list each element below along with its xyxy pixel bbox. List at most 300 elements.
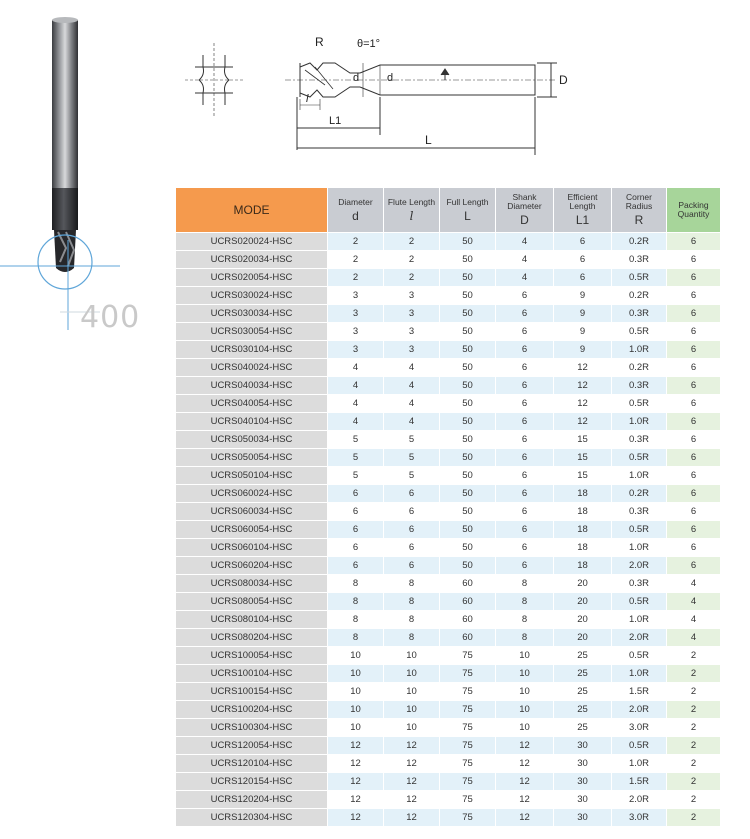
cell-efficient-length: 9	[554, 341, 611, 358]
cell-full-length: 75	[440, 791, 495, 808]
cell-diameter: 12	[328, 791, 383, 808]
cell-model: UCRS100304-HSC	[176, 719, 327, 736]
cell-shank-diameter: 12	[496, 809, 553, 826]
cell-shank-diameter: 6	[496, 395, 553, 412]
cell-shank-diameter: 10	[496, 683, 553, 700]
table-row	[176, 431, 720, 448]
table-row	[176, 503, 720, 520]
cell-efficient-length: 25	[554, 701, 611, 718]
cell-shank-diameter: 10	[496, 701, 553, 718]
cell-shank-diameter: 10	[496, 719, 553, 736]
cell-efficient-length: 18	[554, 485, 611, 502]
cell-efficient-length: 6	[554, 251, 611, 268]
end-view-diagram	[185, 43, 243, 117]
cell-flute-length: 6	[384, 557, 439, 574]
cell-diameter: 5	[328, 431, 383, 448]
cell-model: UCRS030024-HSC	[176, 287, 327, 304]
cell-flute-length: 12	[384, 809, 439, 826]
cell-corner-radius: 0.5R	[612, 323, 666, 340]
cell-packing-quantity: 2	[667, 737, 720, 754]
header-efficient-length	[554, 188, 611, 232]
cell-flute-length: 6	[384, 539, 439, 556]
cell-shank-diameter: 10	[496, 665, 553, 682]
cell-full-length: 50	[440, 395, 495, 412]
cell-efficient-length: 25	[554, 719, 611, 736]
cell-corner-radius: 0.3R	[612, 431, 666, 448]
table-row	[176, 467, 720, 484]
cell-efficient-length: 30	[554, 737, 611, 754]
cell-model: UCRS040024-HSC	[176, 359, 327, 376]
technical-drawing	[175, 25, 575, 165]
cell-shank-diameter: 4	[496, 233, 553, 250]
cell-efficient-length: 20	[554, 611, 611, 628]
cell-packing-quantity: 4	[667, 575, 720, 592]
cell-diameter: 6	[328, 539, 383, 556]
cell-corner-radius: 2.0R	[612, 557, 666, 574]
cell-corner-radius: 1.0R	[612, 467, 666, 484]
cell-full-length: 60	[440, 629, 495, 646]
cell-diameter: 8	[328, 593, 383, 610]
cell-corner-radius: 0.5R	[612, 647, 666, 664]
cell-corner-radius: 0.5R	[612, 521, 666, 538]
cell-diameter: 6	[328, 485, 383, 502]
cell-diameter: 6	[328, 557, 383, 574]
cell-model: UCRS060104-HSC	[176, 539, 327, 556]
cell-shank-diameter: 12	[496, 773, 553, 790]
header-corner-radius	[612, 188, 666, 232]
header-diameter-name: Diameter	[338, 196, 373, 207]
cell-packing-quantity: 6	[667, 287, 720, 304]
cell-flute-length: 8	[384, 611, 439, 628]
tool-size-label: 400	[80, 300, 141, 335]
cell-corner-radius: 1.0R	[612, 341, 666, 358]
header-shank-diameter	[496, 188, 553, 232]
header-full-length-symbol: L	[464, 208, 471, 223]
cell-packing-quantity: 6	[667, 449, 720, 466]
cell-corner-radius: 0.3R	[612, 377, 666, 394]
cell-shank-diameter: 4	[496, 269, 553, 286]
cell-corner-radius: 1.0R	[612, 539, 666, 556]
drawing-label-R: R	[315, 35, 324, 49]
cell-shank-diameter: 6	[496, 305, 553, 322]
cell-diameter: 12	[328, 809, 383, 826]
cell-flute-length: 12	[384, 737, 439, 754]
cell-efficient-length: 25	[554, 683, 611, 700]
cell-diameter: 10	[328, 647, 383, 664]
cell-diameter: 2	[328, 251, 383, 268]
cell-full-length: 50	[440, 233, 495, 250]
cell-packing-quantity: 2	[667, 683, 720, 700]
table-row	[176, 719, 720, 736]
cell-packing-quantity: 6	[667, 251, 720, 268]
cell-model: UCRS030054-HSC	[176, 323, 327, 340]
table-row	[176, 773, 720, 790]
cell-packing-quantity: 2	[667, 665, 720, 682]
cell-packing-quantity: 6	[667, 431, 720, 448]
table-row	[176, 701, 720, 718]
cell-efficient-length: 18	[554, 539, 611, 556]
cell-corner-radius: 1.0R	[612, 665, 666, 682]
cell-corner-radius: 1.0R	[612, 413, 666, 430]
cell-diameter: 2	[328, 269, 383, 286]
cell-flute-length: 5	[384, 431, 439, 448]
cell-shank-diameter: 8	[496, 593, 553, 610]
cell-full-length: 50	[440, 539, 495, 556]
cell-model: UCRS120304-HSC	[176, 809, 327, 826]
cell-shank-diameter: 6	[496, 431, 553, 448]
cell-packing-quantity: 2	[667, 791, 720, 808]
cell-corner-radius: 1.5R	[612, 683, 666, 700]
cell-full-length: 50	[440, 485, 495, 502]
cell-efficient-length: 12	[554, 395, 611, 412]
cell-diameter: 3	[328, 305, 383, 322]
cell-shank-diameter: 6	[496, 413, 553, 430]
cell-shank-diameter: 6	[496, 485, 553, 502]
cell-corner-radius: 0.3R	[612, 575, 666, 592]
table-row	[176, 269, 720, 286]
drawing-label-D: D	[559, 73, 568, 87]
cell-full-length: 75	[440, 701, 495, 718]
cell-model: UCRS120104-HSC	[176, 755, 327, 772]
cell-flute-length: 6	[384, 485, 439, 502]
cell-corner-radius: 2.0R	[612, 629, 666, 646]
table-row	[176, 377, 720, 394]
cell-flute-length: 3	[384, 341, 439, 358]
cell-flute-length: 3	[384, 323, 439, 340]
table-row	[176, 341, 720, 358]
cell-flute-length: 6	[384, 503, 439, 520]
cell-full-length: 75	[440, 755, 495, 772]
table-body	[176, 233, 720, 826]
cell-efficient-length: 15	[554, 431, 611, 448]
cell-full-length: 50	[440, 269, 495, 286]
cell-packing-quantity: 2	[667, 809, 720, 826]
cell-flute-length: 3	[384, 287, 439, 304]
cell-full-length: 50	[440, 431, 495, 448]
table-row	[176, 413, 720, 430]
cell-model: UCRS120154-HSC	[176, 773, 327, 790]
cell-shank-diameter: 8	[496, 611, 553, 628]
cell-packing-quantity: 6	[667, 305, 720, 322]
cell-full-length: 50	[440, 287, 495, 304]
table-row	[176, 539, 720, 556]
cell-corner-radius: 1.0R	[612, 755, 666, 772]
table-row	[176, 809, 720, 826]
cell-diameter: 3	[328, 323, 383, 340]
table-row	[176, 359, 720, 376]
drawing-label-L1: L1	[329, 115, 342, 127]
cell-diameter: 5	[328, 467, 383, 484]
cell-diameter: 4	[328, 377, 383, 394]
cell-full-length: 50	[440, 521, 495, 538]
cell-model: UCRS080104-HSC	[176, 611, 327, 628]
cell-efficient-length: 9	[554, 323, 611, 340]
cell-model: UCRS120054-HSC	[176, 737, 327, 754]
cell-packing-quantity: 6	[667, 485, 720, 502]
cell-packing-quantity: 2	[667, 755, 720, 772]
cell-model: UCRS020054-HSC	[176, 269, 327, 286]
cell-packing-quantity: 6	[667, 359, 720, 376]
cell-corner-radius: 0.2R	[612, 485, 666, 502]
cell-packing-quantity: 6	[667, 521, 720, 538]
cell-efficient-length: 15	[554, 467, 611, 484]
header-packing-quantity	[667, 188, 720, 232]
header-corner-radius-symbol: R	[634, 213, 644, 228]
cell-efficient-length: 25	[554, 647, 611, 664]
cell-efficient-length: 18	[554, 557, 611, 574]
side-view-diagram	[285, 63, 557, 155]
cell-flute-length: 4	[384, 377, 439, 394]
cell-packing-quantity: 4	[667, 611, 720, 628]
cell-corner-radius: 0.5R	[612, 737, 666, 754]
header-efficient-length-name: Efficient Length	[567, 192, 598, 212]
drawing-label-l: l	[306, 93, 309, 105]
cell-model: UCRS020024-HSC	[176, 233, 327, 250]
cell-corner-radius: 0.3R	[612, 503, 666, 520]
cell-full-length: 75	[440, 737, 495, 754]
cell-flute-length: 8	[384, 593, 439, 610]
cell-full-length: 60	[440, 575, 495, 592]
cell-packing-quantity: 4	[667, 629, 720, 646]
cell-efficient-length: 30	[554, 755, 611, 772]
cell-diameter: 6	[328, 503, 383, 520]
cell-packing-quantity: 6	[667, 395, 720, 412]
table-row	[176, 287, 720, 304]
cell-full-length: 75	[440, 647, 495, 664]
cell-efficient-length: 6	[554, 269, 611, 286]
cell-packing-quantity: 6	[667, 341, 720, 358]
cell-corner-radius: 0.5R	[612, 395, 666, 412]
cell-packing-quantity: 2	[667, 719, 720, 736]
cell-model: UCRS080034-HSC	[176, 575, 327, 592]
cell-diameter: 8	[328, 611, 383, 628]
cell-diameter: 10	[328, 701, 383, 718]
cell-model: UCRS050034-HSC	[176, 431, 327, 448]
cell-efficient-length: 12	[554, 359, 611, 376]
cell-corner-radius: 3.0R	[612, 809, 666, 826]
table-row	[176, 755, 720, 772]
cell-model: UCRS080204-HSC	[176, 629, 327, 646]
table-row	[176, 305, 720, 322]
cell-diameter: 10	[328, 683, 383, 700]
cell-flute-length: 5	[384, 449, 439, 466]
cell-efficient-length: 9	[554, 287, 611, 304]
cell-diameter: 10	[328, 665, 383, 682]
cell-model: UCRS100054-HSC	[176, 647, 327, 664]
cell-efficient-length: 20	[554, 629, 611, 646]
header-flute-length-symbol: l	[409, 208, 414, 223]
header-efficient-length-symbol: L1	[575, 213, 590, 228]
cell-full-length: 50	[440, 359, 495, 376]
cell-corner-radius: 1.0R	[612, 611, 666, 628]
cell-flute-length: 3	[384, 305, 439, 322]
cell-corner-radius: 3.0R	[612, 719, 666, 736]
cell-packing-quantity: 2	[667, 647, 720, 664]
cell-full-length: 50	[440, 305, 495, 322]
header-full-length	[440, 188, 495, 232]
cell-model: UCRS030034-HSC	[176, 305, 327, 322]
drawing-label-theta: θ=1°	[357, 38, 381, 50]
cell-shank-diameter: 6	[496, 377, 553, 394]
table-row	[176, 485, 720, 502]
table-row	[176, 575, 720, 592]
cell-full-length: 75	[440, 665, 495, 682]
cell-diameter: 3	[328, 287, 383, 304]
table-row	[176, 611, 720, 628]
cell-model: UCRS060054-HSC	[176, 521, 327, 538]
cell-efficient-length: 12	[554, 413, 611, 430]
cell-model: UCRS050054-HSC	[176, 449, 327, 466]
cell-model: UCRS060034-HSC	[176, 503, 327, 520]
cell-full-length: 75	[440, 683, 495, 700]
table-row	[176, 791, 720, 808]
cell-corner-radius: 0.2R	[612, 287, 666, 304]
cell-model: UCRS120204-HSC	[176, 791, 327, 808]
cell-diameter: 10	[328, 719, 383, 736]
cell-flute-length: 10	[384, 683, 439, 700]
cell-packing-quantity: 2	[667, 773, 720, 790]
cell-packing-quantity: 6	[667, 467, 720, 484]
cell-efficient-length: 20	[554, 593, 611, 610]
table-row	[176, 395, 720, 412]
cell-model: UCRS080054-HSC	[176, 593, 327, 610]
header-full-length-name: Full Length	[446, 196, 489, 207]
cell-flute-length: 5	[384, 467, 439, 484]
cell-full-length: 50	[440, 557, 495, 574]
cell-shank-diameter: 6	[496, 449, 553, 466]
cell-full-length: 50	[440, 323, 495, 340]
table-row	[176, 521, 720, 538]
cell-corner-radius: 0.2R	[612, 233, 666, 250]
cell-diameter: 4	[328, 395, 383, 412]
cell-flute-length: 12	[384, 755, 439, 772]
cell-shank-diameter: 8	[496, 575, 553, 592]
cell-corner-radius: 0.2R	[612, 359, 666, 376]
cell-packing-quantity: 6	[667, 323, 720, 340]
cell-corner-radius: 0.5R	[612, 449, 666, 466]
header-shank-diameter-symbol: D	[520, 213, 529, 228]
cell-diameter: 4	[328, 413, 383, 430]
cell-diameter: 8	[328, 629, 383, 646]
table-row	[176, 557, 720, 574]
cell-shank-diameter: 6	[496, 287, 553, 304]
header-diameter	[328, 188, 383, 232]
cell-packing-quantity: 6	[667, 557, 720, 574]
cell-flute-length: 10	[384, 701, 439, 718]
cell-model: UCRS100104-HSC	[176, 665, 327, 682]
cell-full-length: 50	[440, 341, 495, 358]
cell-full-length: 50	[440, 503, 495, 520]
cell-efficient-length: 20	[554, 575, 611, 592]
cell-full-length: 50	[440, 449, 495, 466]
cell-diameter: 12	[328, 773, 383, 790]
cell-flute-length: 10	[384, 665, 439, 682]
cell-diameter: 12	[328, 755, 383, 772]
table-row	[176, 233, 720, 250]
cell-packing-quantity: 6	[667, 377, 720, 394]
cell-shank-diameter: 6	[496, 359, 553, 376]
cell-efficient-length: 25	[554, 665, 611, 682]
cell-model: UCRS030104-HSC	[176, 341, 327, 358]
cell-corner-radius: 1.5R	[612, 773, 666, 790]
cell-model: UCRS050104-HSC	[176, 467, 327, 484]
header-flute-length-name: Flute Length	[387, 196, 436, 207]
cell-shank-diameter: 4	[496, 251, 553, 268]
cell-packing-quantity: 6	[667, 233, 720, 250]
cell-efficient-length: 6	[554, 233, 611, 250]
cell-model: UCRS100204-HSC	[176, 701, 327, 718]
cell-full-length: 75	[440, 773, 495, 790]
cell-shank-diameter: 6	[496, 557, 553, 574]
cell-diameter: 2	[328, 233, 383, 250]
table-row	[176, 323, 720, 340]
table-row	[176, 737, 720, 754]
cell-shank-diameter: 12	[496, 737, 553, 754]
cell-shank-diameter: 6	[496, 467, 553, 484]
cell-diameter: 3	[328, 341, 383, 358]
cell-shank-diameter: 12	[496, 791, 553, 808]
cell-flute-length: 4	[384, 359, 439, 376]
cell-efficient-length: 30	[554, 791, 611, 808]
end-mill-photo	[0, 0, 170, 340]
cell-flute-length: 10	[384, 719, 439, 736]
cell-packing-quantity: 6	[667, 503, 720, 520]
cell-shank-diameter: 6	[496, 503, 553, 520]
cell-packing-quantity: 4	[667, 593, 720, 610]
cell-corner-radius: 0.3R	[612, 251, 666, 268]
cell-flute-length: 2	[384, 233, 439, 250]
table-row	[176, 683, 720, 700]
cell-corner-radius: 0.3R	[612, 305, 666, 322]
cell-flute-length: 12	[384, 791, 439, 808]
cell-packing-quantity: 6	[667, 413, 720, 430]
cell-diameter: 5	[328, 449, 383, 466]
cell-flute-length: 8	[384, 629, 439, 646]
cell-efficient-length: 18	[554, 503, 611, 520]
cell-corner-radius: 2.0R	[612, 701, 666, 718]
cell-full-length: 50	[440, 467, 495, 484]
cell-packing-quantity: 6	[667, 539, 720, 556]
cell-model: UCRS100154-HSC	[176, 683, 327, 700]
cell-model: UCRS040054-HSC	[176, 395, 327, 412]
table-row	[176, 629, 720, 646]
table-row	[176, 449, 720, 466]
cell-shank-diameter: 6	[496, 521, 553, 538]
header-flute-length	[384, 188, 439, 232]
drawing-label-L: L	[425, 133, 432, 147]
cell-model: UCRS020034-HSC	[176, 251, 327, 268]
cell-full-length: 60	[440, 593, 495, 610]
table-row	[176, 647, 720, 664]
cell-efficient-length: 15	[554, 449, 611, 466]
cell-diameter: 6	[328, 521, 383, 538]
cell-flute-length: 10	[384, 647, 439, 664]
header-mode: MODE	[176, 188, 327, 232]
cell-efficient-length: 30	[554, 809, 611, 826]
cell-efficient-length: 30	[554, 773, 611, 790]
cell-flute-length: 2	[384, 251, 439, 268]
cell-shank-diameter: 12	[496, 755, 553, 772]
table-row	[176, 593, 720, 610]
cell-flute-length: 2	[384, 269, 439, 286]
cell-efficient-length: 12	[554, 377, 611, 394]
cell-full-length: 60	[440, 611, 495, 628]
cell-full-length: 50	[440, 413, 495, 430]
cell-corner-radius: 2.0R	[612, 791, 666, 808]
cell-packing-quantity: 2	[667, 701, 720, 718]
table-row	[176, 251, 720, 268]
cell-model: UCRS040034-HSC	[176, 377, 327, 394]
